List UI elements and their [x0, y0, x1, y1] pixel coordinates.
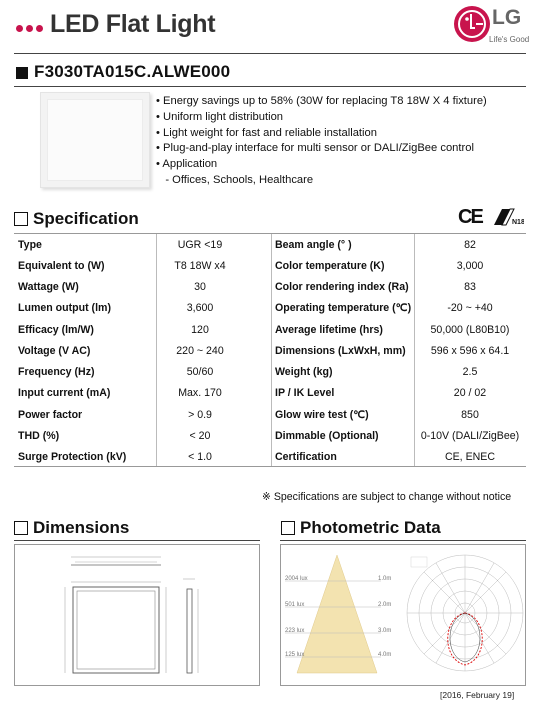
spec-value: 596 x 596 x 64.1: [430, 344, 510, 357]
spec-value: 82: [464, 238, 476, 251]
spec-value: 50,000 (L80B10): [430, 323, 510, 336]
spec-label: Equivalent to (W): [18, 259, 105, 272]
spec-value: UGR <19: [177, 238, 223, 251]
spec-row: [14, 298, 526, 319]
checkbox-square-icon: [14, 521, 28, 535]
product-image: [40, 92, 150, 188]
divider: [14, 86, 526, 87]
dimensions-heading: [14, 518, 129, 538]
spec-value: 30: [194, 281, 206, 294]
spec-value: 2.5: [462, 366, 478, 379]
spec-value: CE, ENEC: [444, 451, 496, 464]
page-title: LED Flat Light: [50, 10, 216, 38]
lux-label: 125 lux: [285, 652, 305, 658]
spec-row: [14, 319, 526, 340]
specification-heading: [14, 209, 139, 229]
photometric-diagram: [280, 544, 526, 686]
photometric-heading: [281, 518, 441, 538]
lg-logo-icon: [454, 6, 490, 42]
spec-value: 3,600: [186, 302, 214, 315]
spec-label: Wattage (W): [18, 281, 79, 294]
spec-row: [14, 362, 526, 383]
section-title: Dimensions: [33, 518, 130, 537]
spec-row: [14, 234, 526, 255]
spec-label: Weight (kg): [275, 366, 333, 379]
spec-value: Max. 170: [178, 387, 222, 400]
divider: [14, 540, 260, 541]
spec-label: Operating temperature (℃): [275, 302, 412, 315]
spec-label: Beam angle (° ): [275, 238, 352, 251]
rcm-mark-icon: [490, 205, 524, 236]
spec-label: Voltage (V AC): [18, 344, 91, 357]
brand-dots-icon: [16, 25, 43, 32]
divider: [156, 234, 157, 466]
spec-value: > 0.9: [188, 408, 212, 421]
spec-value: T8 18W x4: [174, 259, 226, 272]
divider: [271, 234, 272, 466]
distance-label: 4.0m: [378, 652, 392, 658]
footer-date: [2016, February 19]: [440, 690, 515, 700]
header: [0, 0, 540, 52]
spec-row: [14, 255, 526, 276]
spec-value: 20 / 02: [453, 387, 487, 400]
feature-item: • Light weight for fast and reliable installation: [156, 126, 377, 139]
divider: [414, 234, 415, 466]
model-number: F3030TA015C.ALWE000: [34, 62, 231, 81]
feature-item: • Plug-and-play interface for multi sensor or DALI/ZigBee control: [156, 142, 474, 155]
brand-slogan: Life's Good: [489, 35, 530, 44]
feature-item: • Application: [156, 158, 218, 171]
spec-value: 850: [461, 408, 479, 421]
spec-label: Glow wire test (℃): [275, 408, 369, 421]
spec-table: [14, 233, 526, 467]
dimension-drawing: [14, 544, 260, 686]
checkbox-square-icon: [281, 521, 295, 535]
spec-label: Efficacy (lm/W): [18, 323, 94, 336]
section-title: Photometric Data: [300, 518, 441, 537]
spec-label: Lumen output (lm): [18, 302, 111, 315]
spec-label: Input current (mA): [18, 387, 111, 400]
spec-label: Surge Protection (kV): [18, 451, 127, 464]
spec-value: < 20: [189, 430, 211, 443]
spec-label: Dimensions (LxWxH, mm): [275, 344, 406, 357]
spec-row: [14, 340, 526, 361]
divider: [280, 540, 526, 541]
illuminance-cone: [281, 545, 411, 685]
polar-intensity-chart: [405, 547, 525, 683]
feature-item: • Uniform light distribution: [156, 110, 284, 123]
spec-label: Power factor: [18, 408, 83, 421]
spec-label: THD (%): [18, 430, 60, 443]
divider: [14, 53, 526, 54]
spec-value: 120: [191, 323, 209, 336]
brand-name: LG: [492, 6, 522, 29]
spec-value: 50/60: [186, 366, 214, 379]
spec-row: [14, 447, 526, 468]
spec-label: Type: [18, 238, 42, 251]
distance-label: 3.0m: [378, 628, 392, 634]
lux-label: 2004 lux: [285, 576, 308, 582]
spec-row: [14, 425, 526, 446]
feature-item: • Energy savings up to 58% (30W for replacing T8 18W X 4 fixture): [156, 95, 487, 107]
spec-label: Certification: [275, 451, 337, 464]
spec-label: IP / IK Level: [275, 387, 335, 400]
distance-label: 1.0m: [378, 576, 392, 582]
distance-label: 2.0m: [378, 602, 392, 608]
spec-row: [14, 383, 526, 404]
ce-mark-icon: CE: [458, 206, 482, 228]
spec-value: < 1.0: [188, 451, 212, 464]
disclaimer-note: ※ Specifications are subject to change without notice: [262, 491, 512, 503]
spec-value: 220 ~ 240: [176, 344, 224, 357]
feature-list: [156, 94, 487, 189]
spec-label: Frequency (Hz): [18, 366, 95, 379]
spec-label: Color rendering index (Ra): [275, 281, 409, 294]
rcm-number: N18: [512, 219, 524, 226]
model-square-icon: [16, 67, 28, 79]
spec-value: 0-10V (DALI/ZigBee): [420, 430, 520, 443]
checkbox-square-icon: [14, 212, 28, 226]
spec-label: Dimmable (Optional): [275, 430, 379, 443]
spec-value: -20 ~ +40: [447, 302, 493, 315]
spec-row: [14, 404, 526, 425]
lux-label: 501 lux: [285, 602, 305, 608]
spec-label: Average lifetime (hrs): [275, 323, 383, 336]
spec-value: 83: [464, 281, 476, 294]
feature-item: - Offices, Schools, Healthcare: [156, 173, 314, 186]
spec-row: [14, 277, 526, 298]
spec-value: 3,000: [456, 259, 484, 272]
lux-label: 223 lux: [285, 628, 305, 634]
section-title: Specification: [33, 209, 139, 228]
spec-label: Color temperature (K): [275, 259, 385, 272]
